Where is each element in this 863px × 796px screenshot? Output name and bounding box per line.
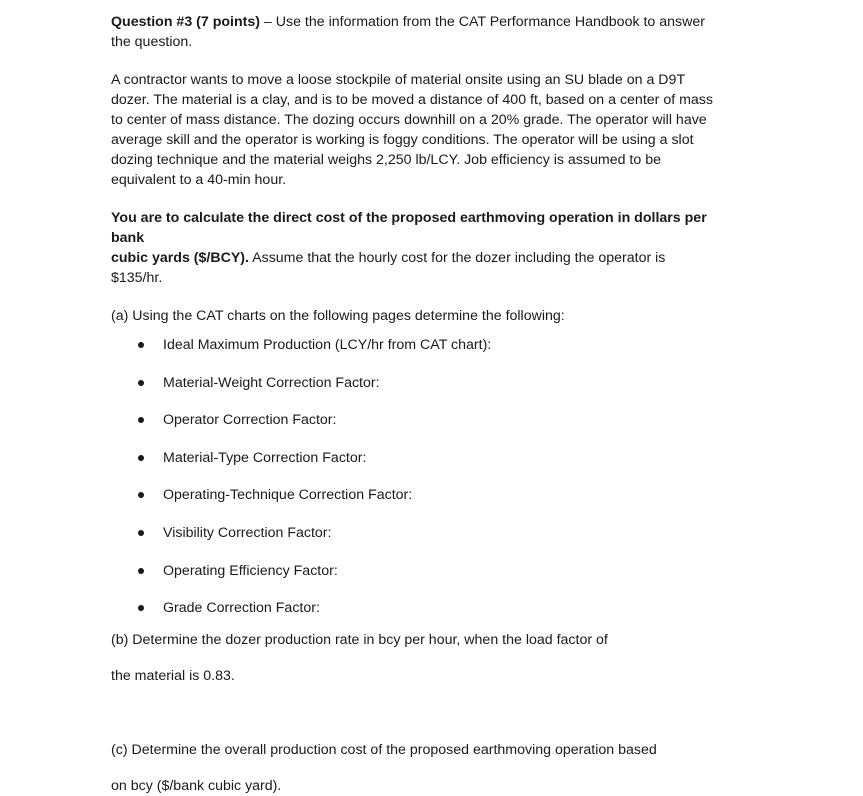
document-page	[111, 12, 741, 796]
list-item-label: Operating Efficiency Factor:	[163, 562, 338, 579]
list-item	[111, 373, 741, 411]
part-b-question-cont: the material is 0.83.	[111, 667, 235, 684]
scenario-line: dozing technique and the material weighs 2,250 lb/LCY. Job efficiency is assumed to be	[111, 152, 661, 168]
list-item	[111, 485, 741, 523]
task-line-cost: $135/hr.	[111, 270, 163, 286]
scenario-paragraph	[111, 70, 741, 190]
list-item	[111, 335, 741, 373]
part-b-question: (b) Determine the dozer production rate in bcy per hour, when the load factor of	[111, 631, 608, 648]
list-item-label: Material-Weight Correction Factor:	[163, 374, 380, 391]
list-item-label: Visibility Correction Factor:	[163, 524, 332, 541]
question-title: Question #3 (7 points)	[111, 14, 260, 30]
scenario-line: dozer. The material is a clay, and is to be moved a distance of 400 ft, based on a center of mass	[111, 92, 713, 108]
task-paragraph	[111, 208, 741, 288]
bullet-icon	[138, 455, 144, 461]
list-item	[111, 448, 741, 486]
list-item	[111, 561, 741, 599]
correction-factor-list	[111, 335, 741, 636]
bullet-icon	[138, 605, 144, 611]
list-item	[111, 410, 741, 448]
scenario-line: A contractor wants to move a loose stockpile of material onsite using an SU blade on a D9T	[111, 72, 686, 88]
question-instruction: – Use the information from the CAT Performance Handbook to answer	[259, 14, 705, 30]
bullet-icon	[138, 417, 144, 423]
part-a-intro: (a) Using the CAT charts on the following pages determine the following:	[111, 308, 565, 324]
task-line-bold: You are to calculate the direct cost of the proposed earthmoving operation in dollars per bank	[111, 210, 707, 246]
bullet-icon	[138, 530, 144, 536]
list-item-label: Material-Type Correction Factor:	[163, 449, 367, 466]
list-item	[111, 523, 741, 561]
question-instruction-cont: the question.	[111, 34, 193, 50]
bullet-icon	[138, 380, 144, 386]
task-line-rest: Assume that the hourly cost for the dozer including the operator is	[248, 250, 666, 266]
list-item-label: Ideal Maximum Production (LCY/hr from CAT chart):	[163, 337, 492, 353]
scenario-line: equivalent to a 40-min hour.	[111, 172, 287, 188]
question-heading	[111, 12, 741, 52]
scenario-line: to center of mass distance. The dozing occurs downhill on a 20% grade. The operator will have	[111, 112, 707, 128]
bullet-icon	[138, 492, 144, 498]
part-c-question-cont: on bcy ($/bank cubic yard).	[111, 777, 282, 794]
list-item-label: Grade Correction Factor:	[163, 600, 320, 617]
task-line-bold-2: cubic yards ($/BCY).	[111, 250, 249, 266]
bullet-icon	[138, 342, 144, 348]
part-c-question: (c) Determine the overall production cost of the proposed earthmoving operation based	[111, 741, 657, 758]
list-item-label: Operating-Technique Correction Factor:	[163, 487, 413, 504]
list-item	[111, 598, 741, 636]
bullet-icon	[138, 568, 144, 574]
list-item-label: Operator Correction Factor:	[163, 412, 337, 429]
scenario-line: average skill and the operator is working is foggy conditions. The operator will be using a slot	[111, 132, 694, 148]
